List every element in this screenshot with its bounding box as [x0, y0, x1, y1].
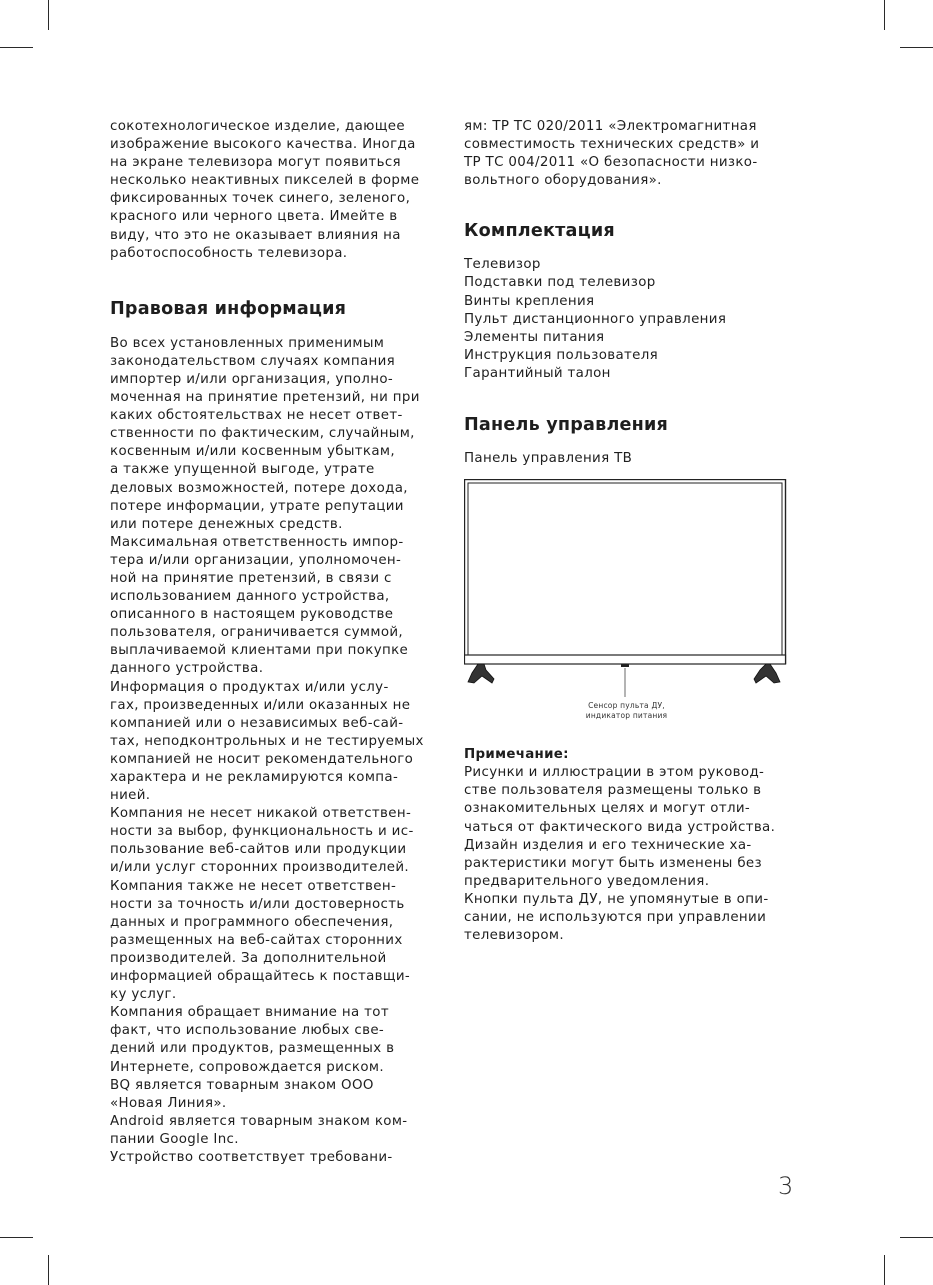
legal-heading: Правовая информация [110, 298, 347, 319]
crop-mark [884, 1255, 885, 1285]
crop-mark [0, 1237, 33, 1238]
crop-mark [900, 1237, 933, 1238]
left-column [110, 118, 444, 1167]
right-column [464, 118, 794, 945]
right-stand [754, 664, 780, 683]
panel-heading: Панель управления [464, 415, 669, 436]
package-item: Телевизор [464, 257, 541, 273]
tv-drawing [464, 479, 794, 719]
tv-screen [468, 483, 782, 659]
tv-bottom-frame [465, 655, 786, 664]
intro-paragraph: сокотехнологическое изделие, дающее изображение высокого качества. Иногда на экране телевизора могут появиться несколько неактивных пикселей в форме фиксированных точек синего, зеленого, красного или черного цвета. Имейте в виду, что это не оказывает влияния на работоспособность телевизора. [110, 119, 420, 261]
page-number: 3 [778, 1172, 795, 1200]
package-heading: Комплектация [464, 221, 615, 242]
package-item: Гарантийный талон [464, 365, 611, 381]
crop-mark [0, 47, 33, 48]
tv-illustration [464, 479, 794, 729]
panel-subtitle: Панель управления ТВ [464, 451, 633, 467]
compliance-paragraph: ям: ТР ТС 020/2011 «Электромагнитная совместимость технических средств» и ТР ТС 004/2011 «О безопасности низко- вольтного оборудования». [464, 119, 760, 189]
package-item: Элементы питания [464, 329, 605, 345]
crop-mark [900, 47, 933, 48]
crop-mark [48, 0, 49, 30]
package-list [464, 256, 794, 383]
tv-caption: Сенсор пульта ДУ, индикатор питания [585, 701, 668, 721]
crop-mark [48, 1255, 49, 1285]
note-paragraph: Рисунки и иллюстрации в этом руковод- стве пользователя размещены только в ознакомительных целях и могут отли- чаться от фактического вида устройства. Дизайн изделия и его технические ха- рактеристики могут быть изменены без предварительного уведомления. Кнопки пульта ДУ, не упомянутые в опи- сании, не используются при управлении телевизором. [464, 765, 776, 944]
note-label: Примечание: [464, 747, 569, 763]
crop-mark [884, 0, 885, 30]
sensor-icon [621, 664, 629, 667]
legal-paragraph: Во всех установленных применимым законодательством случаях компания импортер и/или организация, уполно- моченная на принятие претензий, ни при каких обстоятельствах не несет ответ- ственности по фактическим, случайным, косвенным и/или косвенным убыткам, а также упущенной выгоде, утрате деловых возможностей, потере дохода, потере информации, утрате репутации или потере денежных средств. Максимальная ответственность импор- тера и/или организации, уполномочен- ной на принятие претензий, в связи с использованием данного устройства, описанного в настоящем руководстве пользователя, ограничивается суммой, выплачиваемой клиентами при покупке данного устройства. Информация о продуктах и/или услу- гах, произведенных и/или оказанных не компанией или о независимых веб-сай- тах, неподконтрольных и не тестируемых компанией не носит рекомендательного характера и не рекламируются компа- нией. Компания не несет никакой ответствен- ности за выбор, функциональность и ис- пользование веб-сайтов или продукции и/или услуг сторонних производителей. Компания также не несет ответствен- ности за точность и/или достоверность данных и программного обеспечения, размещенных на веб-сайтах сторонних производителей. За дополнительной информацией обращайтесь к поставщи- ку услуг. Компания обращает внимание на тот факт, что использование любых све- дений или продуктов, размещенных в Интернете, сопровождается риском. BQ является товарным знаком ООО «Новая Линия». Android является товарным знаком ком- пании Google Inc. Устройство соответствует требовани- [110, 335, 424, 1165]
package-item: Инструкция пользователя [464, 347, 659, 363]
package-item: Подставки под телевизор [464, 275, 656, 291]
package-item: Винты крепления [464, 293, 595, 309]
left-stand [468, 664, 494, 683]
package-item: Пульт дистанционного управления [464, 311, 727, 327]
